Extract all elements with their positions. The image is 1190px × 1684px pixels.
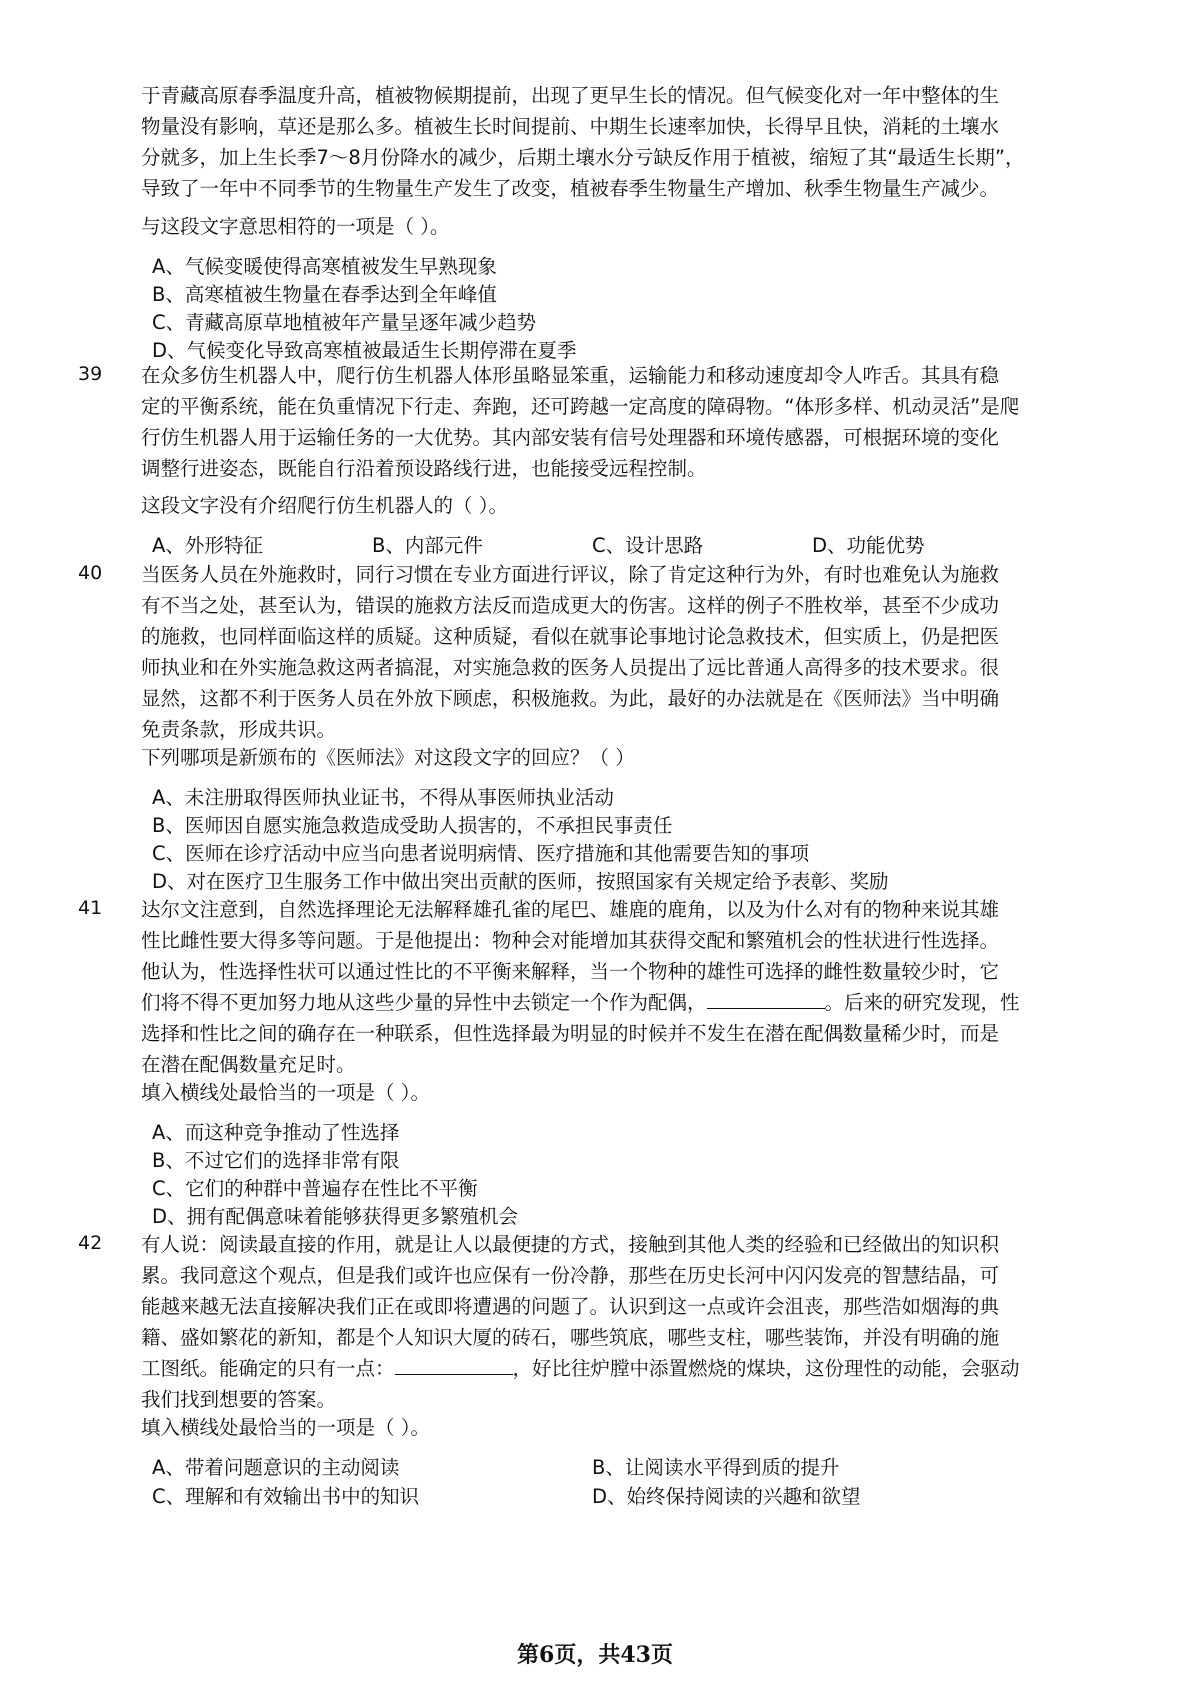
passage-line-with-blank — [141, 1353, 1081, 1384]
passage-line: 选择和性比之间的确存在一种联系，但性选择最为明显的时候并不发生在潜在配偶数量稀少时，而是 — [141, 1022, 1000, 1045]
passage-line: 行仿生机器人用于运输任务的一大优势。其内部安装有信号处理器和环境传感器，可根据环境的变化 — [141, 426, 1000, 449]
q39-option-b[interactable]: B、内部元件 — [372, 534, 483, 557]
passage-line: 性比雌性要大得多等问题。于是他提出：物种会对能增加其获得交配和繁殖机会的性状进行性选择。 — [141, 929, 1000, 952]
q41-option-a[interactable]: A、而这种竞争推动了性选择 — [152, 1121, 400, 1144]
passage-line: 的施救，也同样面临这样的质疑。这种质疑，看似在就事论事地讨论急救技术，但实质上，仍是把医 — [141, 625, 1000, 648]
q40-passage — [141, 559, 1081, 745]
q42-option-a[interactable]: A、带着问题意识的主动阅读 — [152, 1456, 400, 1479]
q39-stem: 这段文字没有介绍爬行仿生机器人的（ ）。 — [141, 494, 508, 517]
question-number-39: 39 — [78, 363, 103, 385]
q38-option-c[interactable]: C、青藏高原草地植被年产量呈逐年减少趋势 — [152, 311, 537, 334]
q42-option-c[interactable]: C、理解和有效输出书中的知识 — [152, 1485, 420, 1508]
q39-option-a[interactable]: A、外形特征 — [152, 534, 263, 557]
q41-passage — [141, 894, 1081, 1080]
passage-line: 在众多仿生机器人中，爬行仿生机器人体形虽略显笨重，运输能力和移动速度却令人咋舌。其具有稳 — [141, 364, 1000, 387]
passage-line: 他认为，性选择性状可以通过性比的不平衡来解释，当一个物种的雄性可选择的雌性数量较少时，它 — [141, 960, 1000, 983]
q41-stem: 填入横线处最恰当的一项是（ ）。 — [141, 1081, 430, 1104]
q42-passage — [141, 1229, 1081, 1415]
passage-line: 分就多，加上生长季7～8月份降水的减少，后期土壤水分亏缺反作用于植被，缩短了其“最适生长期”， — [141, 146, 1025, 169]
passage-line: 物量没有影响，草还是那么多。植被生长时间提前、中期生长速率加快，长得早且快，消耗的土壤水 — [141, 115, 1000, 138]
fill-in-blank — [707, 990, 825, 1009]
passage-line: 我们找到想要的答案。 — [141, 1388, 337, 1411]
q40-option-c[interactable]: C、医师在诊疗活动中应当向患者说明病情、医疗措施和其他需要告知的事项 — [152, 842, 810, 865]
q40-option-b[interactable]: B、医师因自愿实施急救造成受助人损害的，不承担民事责任 — [152, 814, 673, 837]
passage-line-with-blank — [141, 987, 1081, 1018]
passage-line: 导致了一年中不同季节的生物量生产发生了改变，植被春季生物量生产增加、秋季生物量生产减少。 — [141, 177, 1000, 200]
q41-option-b[interactable]: B、不过它们的选择非常有限 — [152, 1149, 400, 1172]
passage-line: 累。我同意这个观点，但是我们或许也应保有一份冷静，那些在历史长河中闪闪发亮的智慧结晶，可 — [141, 1264, 1000, 1287]
passage-line: 能越来越无法直接解决我们正在或即将遭遇的问题了。认识到这一点或许会沮丧，那些浩如烟海的典 — [141, 1295, 1000, 1318]
q39-option-d[interactable]: D、功能优势 — [812, 534, 925, 557]
passage-line: 于青藏高原春季温度升高，植被物候期提前，出现了更早生长的情况。但气候变化对一年中整体的生 — [141, 84, 1000, 107]
text-after-blank: ，好比往炉膛中添置燃烧的煤块，这份理性的动能，会驱动 — [512, 1357, 1020, 1380]
passage-line: 定的平衡系统，能在负重情况下行走、奔跑，还可跨越一定高度的障碍物。“体形多样、机动灵活”是爬 — [141, 395, 1020, 418]
passage-line: 有人说：阅读最直接的作用，就是让人以最便捷的方式，接触到其他人类的经验和已经做出的知识积 — [141, 1233, 1000, 1256]
page-footer: 第6页，共43页 — [517, 1642, 673, 1668]
text-before-blank: 们将不得不更加努力地从这些少量的异性中去锁定一个作为配偶， — [141, 991, 707, 1014]
q40-option-a[interactable]: A、未注册取得医师执业证书，不得从事医师执业活动 — [152, 786, 614, 809]
passage-line: 调整行进姿态，既能自行沿着预设路线行进，也能接受远程控制。 — [141, 457, 707, 480]
q38-option-d[interactable]: D、气候变化导致高寒植被最适生长期停滞在夏季 — [152, 339, 577, 362]
passage-line: 当医务人员在外施救时，同行习惯在专业方面进行评议，除了肯定这种行为外，有时也难免认为施救 — [141, 563, 1000, 586]
passage-line: 有不当之处，甚至认为，错误的施救方法反而造成更大的伤害。这样的例子不胜枚举，甚至不少成功 — [141, 594, 1000, 617]
q38-option-a[interactable]: A、气候变暖使得高寒植被发生早熟现象 — [152, 255, 497, 278]
q42-stem: 填入横线处最恰当的一项是（ ）。 — [141, 1416, 430, 1439]
q42-option-d[interactable]: D、始终保持阅读的兴趣和欲望 — [592, 1485, 861, 1508]
passage-line: 在潜在配偶数量充足时。 — [141, 1053, 356, 1076]
text-before-blank: 工图纸。能确定的只有一点： — [141, 1357, 395, 1380]
passage-line: 达尔文注意到，自然选择理论无法解释雄孔雀的尾巴、雄鹿的鹿角，以及为什么对有的物种来说其雄 — [141, 898, 1000, 921]
passage-line: 免责条款，形成共识。 — [141, 718, 337, 741]
q38-passage — [141, 80, 1081, 204]
q39-option-c[interactable]: C、设计思路 — [592, 534, 704, 557]
q40-stem: 下列哪项是新颁布的《医师法》对这段文字的回应？（ ） — [141, 746, 635, 769]
q38-option-b[interactable]: B、高寒植被生物量在春季达到全年峰值 — [152, 283, 497, 306]
fill-in-blank — [395, 1356, 513, 1375]
question-number-40: 40 — [78, 562, 103, 584]
question-number-41: 41 — [78, 897, 103, 919]
passage-line: 师执业和在外实施急救这两者搞混，对实施急救的医务人员提出了远比普通人高得多的技术要求。很 — [141, 656, 1000, 679]
q40-option-d[interactable]: D、对在医疗卫生服务工作中做出突出贡献的医师，按照国家有关规定给予表彰、奖励 — [152, 870, 889, 893]
q42-option-b[interactable]: B、让阅读水平得到质的提升 — [592, 1456, 840, 1479]
q41-option-d[interactable]: D、拥有配偶意味着能够获得更多繁殖机会 — [152, 1205, 519, 1228]
text-after-blank: 。后来的研究发现，性 — [824, 991, 1020, 1014]
question-number-42: 42 — [78, 1232, 103, 1254]
passage-line: 籍、盛如繁花的新知，都是个人知识大厦的砖石，哪些筑底，哪些支柱，哪些装饰，并没有明确的施 — [141, 1326, 1000, 1349]
q41-option-c[interactable]: C、它们的种群中普遍存在性比不平衡 — [152, 1177, 478, 1200]
q39-passage — [141, 360, 1081, 484]
q38-stem: 与这段文字意思相符的一项是（ ）。 — [141, 215, 450, 238]
passage-line: 显然，这都不利于医务人员在外放下顾虑，积极施救。为此，最好的办法就是在《医师法》当中明确 — [141, 687, 1000, 710]
